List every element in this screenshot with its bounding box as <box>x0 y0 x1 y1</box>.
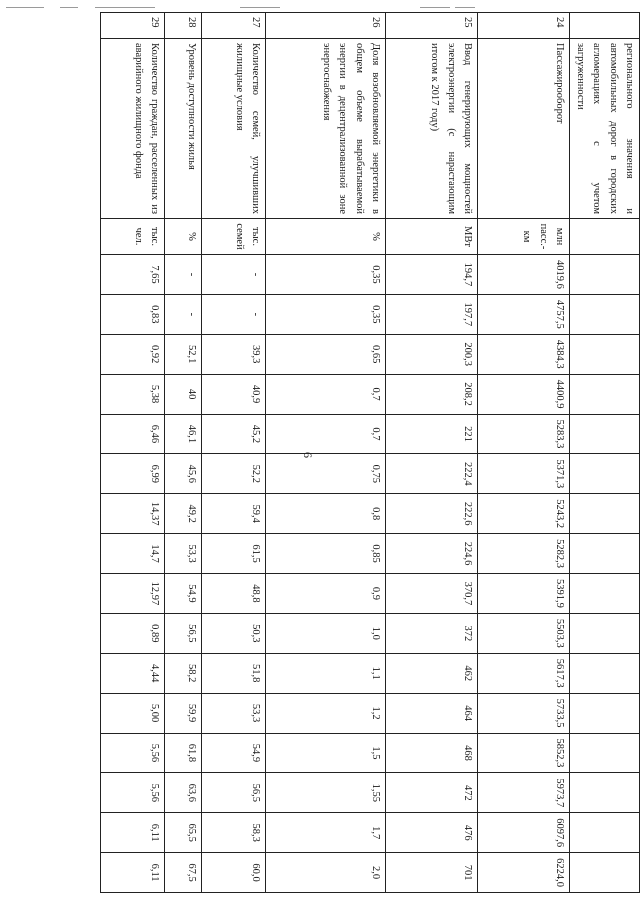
value-cell: 0,75 <box>265 454 385 494</box>
value-cell: 67,5 <box>165 853 201 893</box>
value-cell: 61,5 <box>201 534 265 574</box>
value-cell: 5371,3 <box>477 454 569 494</box>
indicator-name-cell: Уровень доступности жилья <box>165 39 201 219</box>
row-number-cell: 26 <box>265 13 385 39</box>
value-cell: 39,3 <box>201 334 265 374</box>
value-cell: 52,2 <box>201 454 265 494</box>
row-number-cell: 25 <box>385 13 477 39</box>
value-cell: 53,3 <box>165 534 201 574</box>
row-number-cell: 27 <box>201 13 265 39</box>
value-cell: 45,2 <box>201 414 265 454</box>
rotated-table-container <box>100 12 640 892</box>
value-cell: 6097,6 <box>477 813 569 853</box>
value-cell: 5243,2 <box>477 494 569 534</box>
row-number-cell: 29 <box>101 13 165 39</box>
indicator-name-cell: регионального значения и автомобильных дорог в городских агломерациях с учетом загруженности <box>569 39 639 219</box>
value-cell: 63,6 <box>165 773 201 813</box>
value-cell: 5973,7 <box>477 773 569 813</box>
value-cell <box>569 534 639 574</box>
value-cell <box>569 574 639 614</box>
value-cell: 53,3 <box>201 693 265 733</box>
value-cell: 4400,9 <box>477 374 569 414</box>
value-cell: 60,0 <box>201 853 265 893</box>
value-cell: 462 <box>385 653 477 693</box>
value-cell <box>569 813 639 853</box>
value-cell: 221 <box>385 414 477 454</box>
table-row <box>165 13 201 893</box>
value-cell: 40 <box>165 374 201 414</box>
value-cell: 45,6 <box>165 454 201 494</box>
value-cell: 472 <box>385 773 477 813</box>
value-cell: 4,44 <box>101 653 165 693</box>
value-cell: 49,2 <box>165 494 201 534</box>
row-number-cell: 24 <box>477 13 569 39</box>
table-row <box>265 13 385 893</box>
indicator-name-cell: Количество граждан, расселенных из аварийного жилищного фонда <box>101 39 165 219</box>
table-row <box>201 13 265 893</box>
indicators-table <box>100 12 640 893</box>
value-cell: 52,1 <box>165 334 201 374</box>
indicator-name-cell: Ввод генерирующих мощностей электроэнергии (с нарастающим итогом к 2017 году) <box>385 39 477 219</box>
value-cell: 372 <box>385 613 477 653</box>
value-cell: 0,65 <box>265 334 385 374</box>
unit-cell: млн пасс.-км <box>477 219 569 255</box>
value-cell <box>569 334 639 374</box>
page-number: 6 <box>301 452 315 458</box>
value-cell: 6224,0 <box>477 853 569 893</box>
value-cell <box>569 733 639 773</box>
unit-cell: тыс. семей <box>201 219 265 255</box>
value-cell: 51,8 <box>201 653 265 693</box>
value-cell <box>569 653 639 693</box>
value-cell: 370,7 <box>385 574 477 614</box>
value-cell: 14,7 <box>101 534 165 574</box>
value-cell: 12,97 <box>101 574 165 614</box>
value-cell: 6,11 <box>101 853 165 893</box>
value-cell: 5282,3 <box>477 534 569 574</box>
value-cell: 2,0 <box>265 853 385 893</box>
value-cell <box>569 773 639 813</box>
value-cell: 56,5 <box>201 773 265 813</box>
value-cell: 0,9 <box>265 574 385 614</box>
value-cell: 1,7 <box>265 813 385 853</box>
value-cell: 5852,3 <box>477 733 569 773</box>
value-cell <box>569 374 639 414</box>
value-cell: 7,65 <box>101 255 165 295</box>
value-cell: 59,4 <box>201 494 265 534</box>
value-cell: 0,89 <box>101 613 165 653</box>
value-cell: - <box>201 294 265 334</box>
value-cell: 222,6 <box>385 494 477 534</box>
value-cell: 701 <box>385 853 477 893</box>
value-cell: 0,85 <box>265 534 385 574</box>
value-cell: 58,3 <box>201 813 265 853</box>
value-cell <box>569 494 639 534</box>
unit-cell: % <box>165 219 201 255</box>
value-cell <box>569 294 639 334</box>
value-cell: 0,92 <box>101 334 165 374</box>
value-cell: 4757,5 <box>477 294 569 334</box>
value-cell: - <box>165 294 201 334</box>
row-number-cell <box>569 13 639 39</box>
value-cell: 65,5 <box>165 813 201 853</box>
value-cell: 0,35 <box>265 294 385 334</box>
value-cell: 200,3 <box>385 334 477 374</box>
unit-cell: % <box>265 219 385 255</box>
table-row <box>101 13 165 893</box>
indicator-name-cell: Доля возобновляемой энергетики в общем объеме вырабатываемой энергии в децентрализованной зоне энергоснабжения <box>265 39 385 219</box>
value-cell: 40,9 <box>201 374 265 414</box>
value-cell: 194,7 <box>385 255 477 295</box>
table-row <box>385 13 477 893</box>
value-cell: 61,8 <box>165 733 201 773</box>
value-cell: 5,56 <box>101 773 165 813</box>
value-cell: 208,2 <box>385 374 477 414</box>
table-row <box>477 13 569 893</box>
value-cell: 59,9 <box>165 693 201 733</box>
value-cell: - <box>165 255 201 295</box>
value-cell <box>569 693 639 733</box>
value-cell: 0,7 <box>265 414 385 454</box>
value-cell: 224,6 <box>385 534 477 574</box>
value-cell: 5283,3 <box>477 414 569 454</box>
unit-cell <box>569 219 639 255</box>
value-cell: 5617,3 <box>477 653 569 693</box>
unit-cell: МВт <box>385 219 477 255</box>
row-number-cell: 28 <box>165 13 201 39</box>
value-cell: 0,8 <box>265 494 385 534</box>
value-cell: 54,9 <box>165 574 201 614</box>
value-cell: 5,38 <box>101 374 165 414</box>
value-cell: 468 <box>385 733 477 773</box>
indicator-name-cell: Количество семей, улучшивших жилищные условия <box>201 39 265 219</box>
value-cell: 0,7 <box>265 374 385 414</box>
value-cell <box>569 414 639 454</box>
value-cell: 4384,3 <box>477 334 569 374</box>
value-cell: 0,35 <box>265 255 385 295</box>
value-cell: 5503,3 <box>477 613 569 653</box>
value-cell: 1,0 <box>265 613 385 653</box>
value-cell: 1,2 <box>265 693 385 733</box>
value-cell: 54,9 <box>201 733 265 773</box>
value-cell: 1,5 <box>265 733 385 773</box>
value-cell: 5733,5 <box>477 693 569 733</box>
value-cell: 5,00 <box>101 693 165 733</box>
value-cell <box>569 853 639 893</box>
value-cell: 222,4 <box>385 454 477 494</box>
value-cell: 48,8 <box>201 574 265 614</box>
value-cell: - <box>201 255 265 295</box>
indicator-name-cell: Пассажирооборот <box>477 39 569 219</box>
value-cell: 50,3 <box>201 613 265 653</box>
value-cell: 4019,6 <box>477 255 569 295</box>
value-cell: 197,7 <box>385 294 477 334</box>
value-cell: 6,11 <box>101 813 165 853</box>
indicators-table-body <box>101 13 640 893</box>
value-cell: 56,5 <box>165 613 201 653</box>
value-cell: 58,2 <box>165 653 201 693</box>
value-cell: 5391,9 <box>477 574 569 614</box>
value-cell: 1,55 <box>265 773 385 813</box>
value-cell: 6,46 <box>101 414 165 454</box>
value-cell: 5,56 <box>101 733 165 773</box>
value-cell <box>569 454 639 494</box>
value-cell: 476 <box>385 813 477 853</box>
value-cell: 6,99 <box>101 454 165 494</box>
value-cell <box>569 613 639 653</box>
value-cell: 464 <box>385 693 477 733</box>
table-row-continuation <box>569 13 639 893</box>
value-cell: 0,83 <box>101 294 165 334</box>
unit-cell: тыс. чел. <box>101 219 165 255</box>
value-cell: 46,1 <box>165 414 201 454</box>
value-cell: 14,37 <box>101 494 165 534</box>
value-cell: 1,1 <box>265 653 385 693</box>
value-cell <box>569 255 639 295</box>
